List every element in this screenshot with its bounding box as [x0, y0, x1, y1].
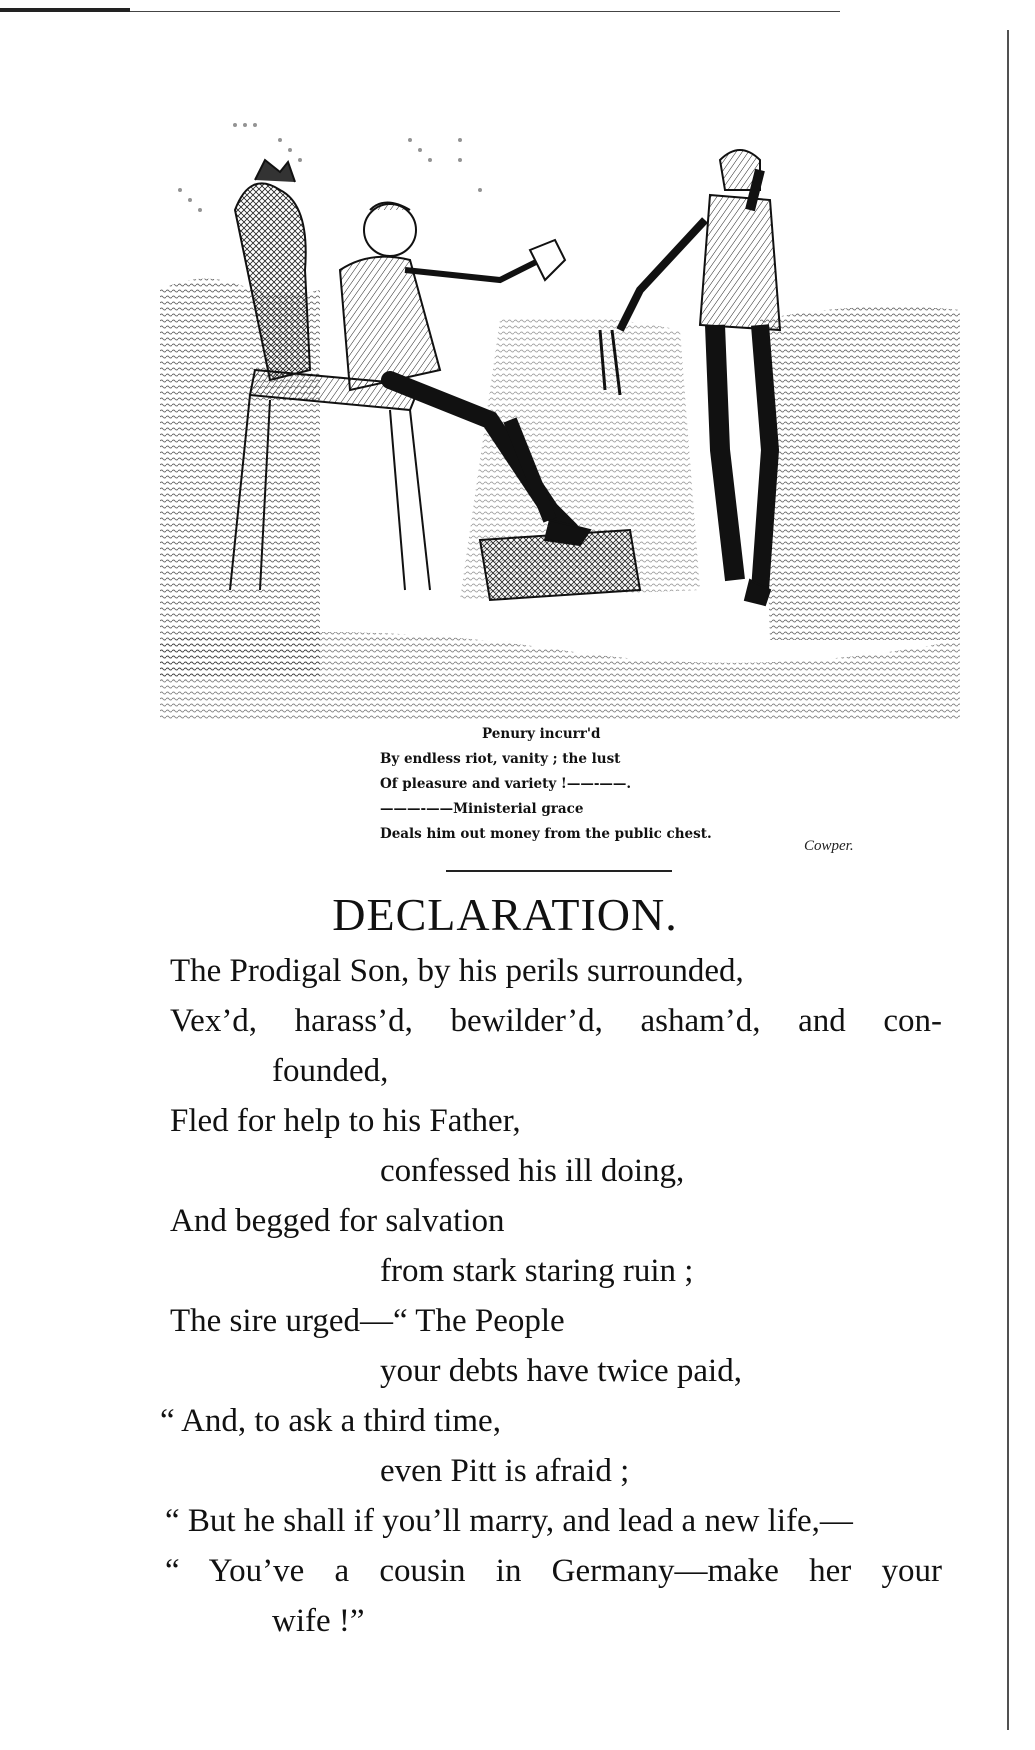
poem-line: “ You’ve a cousin in Germany—make her your	[165, 1553, 942, 1589]
poem-line: Fled for help to his Father,	[170, 1103, 521, 1139]
epigraph-line: By endless riot, vanity ; the lust	[380, 751, 621, 767]
epigraph-quote	[380, 722, 800, 847]
poem-line: The sire urged—“ The People	[170, 1303, 565, 1339]
top-rule-thin	[130, 11, 840, 12]
poem-line: even Pitt is afraid ;	[380, 1453, 630, 1489]
poem-line: “ And, to ask a third time,	[160, 1403, 501, 1439]
poem-line: confessed his ill doing,	[380, 1153, 685, 1189]
section-separator	[446, 870, 672, 872]
engraving-illustration	[160, 120, 960, 720]
epigraph-line: Penury incurr'd	[482, 726, 601, 742]
poem-line: Vex’d, harass’d, bewilder’d, asham’d, and con-	[170, 1003, 942, 1039]
poem-line: founded,	[272, 1053, 389, 1089]
engraving-seated-king-and-weeping-prince-icon	[160, 120, 960, 720]
epigraph-line: Of pleasure and variety !——-——.	[380, 776, 632, 792]
poem-line: wife !”	[272, 1603, 365, 1639]
epigraph-attribution: Cowper.	[804, 838, 854, 854]
epigraph-line: ———-——Ministerial grace	[380, 801, 584, 817]
page-edge-line	[1007, 30, 1009, 1730]
top-border-rule	[0, 8, 840, 13]
epigraph-line: Deals him out money from the public chest.	[380, 826, 712, 842]
poem-line: your debts have twice paid,	[380, 1353, 742, 1389]
page-title: DECLARATION.	[332, 889, 678, 940]
top-rule-thick	[0, 8, 130, 12]
poem-line: The Prodigal Son, by his perils surrounded,	[170, 953, 744, 989]
poem-line: “ But he shall if you’ll marry, and lead a new life,—	[165, 1503, 853, 1539]
poem-line: And begged for salvation	[170, 1203, 505, 1239]
poem-line: from stark staring ruin ;	[380, 1253, 694, 1289]
